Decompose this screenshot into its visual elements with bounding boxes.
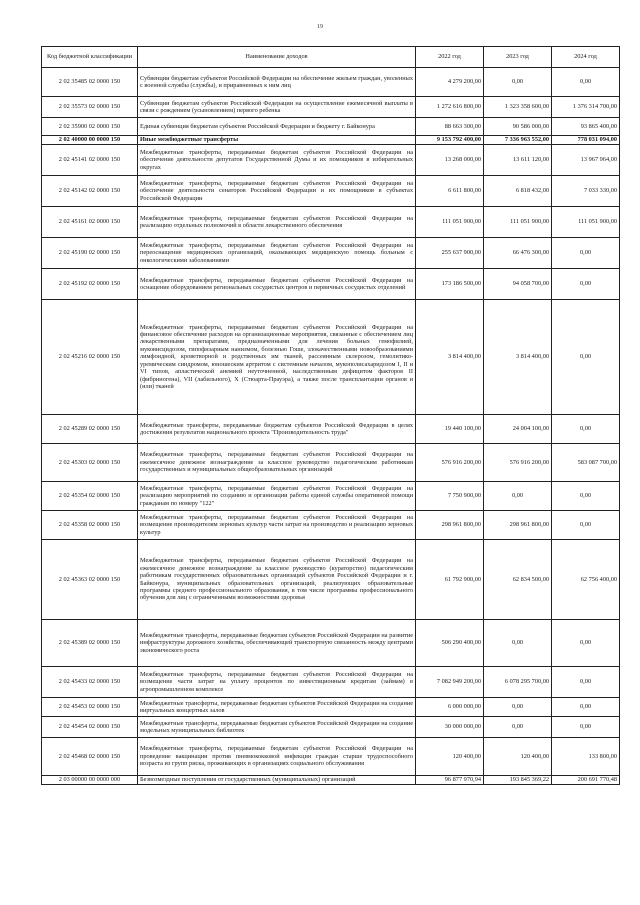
table-row: [42, 717, 620, 738]
row-value-2023: 6 078 295 700,00: [484, 667, 552, 698]
row-value-2023: 7 336 963 552,00: [484, 136, 552, 145]
row-value-2022: 6 611 800,00: [416, 176, 484, 207]
table-row: [42, 738, 620, 776]
row-name: Межбюджетные трансферты, передаваемые бюджетам субъектов Российской Федерации на реализацию отдельных полномочий в области лекарственного обеспечения: [138, 207, 416, 238]
row-code: 2 02 45363 02 0000 150: [42, 540, 138, 620]
row-name: Межбюджетные трансферты, передаваемые бюджетам субъектов Российской Федерации на обеспечение деятельности депутатов Государственной Думы и их помощников в избирательных округах: [138, 145, 416, 176]
revenue-table: [41, 46, 620, 785]
row-name: Межбюджетные трансферты, передаваемые бюджетам субъектов Российской Федерации на ежемесячное денежное вознаграждение за классное руководство педагогическим работникам государственных и муниципальных общеобразовательных организаций: [138, 444, 416, 482]
row-value-2024: 62 756 400,00: [552, 540, 620, 620]
row-value-2022: 13 268 000,00: [416, 145, 484, 176]
row-value-2022: 255 637 900,00: [416, 238, 484, 269]
row-name: Межбюджетные трансферты, передаваемые бюджетам субъектов Российской Федерации на реализацию мероприятий по созданию и организации работы единой службы оперативной помощи гражданам по номеру "122": [138, 482, 416, 511]
row-code: 2 02 45216 02 0000 150: [42, 300, 138, 415]
row-value-2023: 0,00: [484, 482, 552, 511]
row-name: Межбюджетные трансферты, передаваемые бюджетам субъектов Российской Федерации на создание виртуальных концертных залов: [138, 698, 416, 717]
row-value-2024: 7 033 330,00: [552, 176, 620, 207]
table-row: [42, 620, 620, 667]
row-code: 2 02 40000 00 0000 150: [42, 136, 138, 145]
table-row: [42, 97, 620, 118]
row-value-2024: 0,00: [552, 717, 620, 738]
row-code: 2 03 00000 00 0000 000: [42, 776, 138, 785]
row-code: 2 02 45354 02 0000 150: [42, 482, 138, 511]
table-row: [42, 145, 620, 176]
table-row: [42, 776, 620, 785]
row-name: Единая субвенция бюджетам субъектов Российской Федерации и бюджету г. Байконура: [138, 118, 416, 136]
table-row: [42, 238, 620, 269]
row-value-2023: 24 004 100,00: [484, 415, 552, 444]
row-value-2022: 6 000 000,00: [416, 698, 484, 717]
row-value-2022: 3 814 400,00: [416, 300, 484, 415]
row-value-2022: 298 961 800,00: [416, 511, 484, 540]
row-value-2022: 576 916 200,00: [416, 444, 484, 482]
row-value-2022: 7 750 900,00: [416, 482, 484, 511]
table-row: [42, 444, 620, 482]
row-code: 2 02 45358 02 0000 150: [42, 511, 138, 540]
row-value-2023: 111 051 900,00: [484, 207, 552, 238]
row-value-2023: 1 323 358 600,00: [484, 97, 552, 118]
table-row: [42, 207, 620, 238]
row-value-2024: 0,00: [552, 415, 620, 444]
table-row: [42, 415, 620, 444]
row-value-2024: 133 800,00: [552, 738, 620, 776]
table-row: [42, 300, 620, 415]
row-value-2023: 0,00: [484, 68, 552, 97]
row-code: 2 02 45433 02 0000 150: [42, 667, 138, 698]
row-value-2022: 120 400,00: [416, 738, 484, 776]
row-value-2024: 0,00: [552, 238, 620, 269]
table-row: [42, 118, 620, 136]
row-code: 2 02 45141 02 0000 150: [42, 145, 138, 176]
header-code: Код бюджетной классификации: [42, 47, 138, 68]
row-value-2022: 1 272 616 800,00: [416, 97, 484, 118]
row-name: Межбюджетные трансферты, передаваемые бюджетам субъектов Российской Федерации на финансовое обеспечение расходов на организационные мероприятия, связанные с обеспечением лиц лекарственными препаратами, предназначенными для лечения больных гемофилией, муковисцидозом, гипофизарным нанизмом, болезнью Гоше, злокачественными новообразованиями лимфоидной, кроветворной и родственных им тканей, рассеянным склерозом, гемолитико-уремическим синдромом, юношеским артритом с системным началом, мукополисахаридозом I, II и VI типов, апластической анемией неуточненной, наследственным дефицитом факторов II (фибриногена), VII (лабильного), X (Стюарта-Прауэра), а также после трансплантации органов и (или) тканей: [138, 300, 416, 415]
row-value-2022: 61 792 900,00: [416, 540, 484, 620]
row-value-2023: 0,00: [484, 717, 552, 738]
row-value-2024: 13 967 964,00: [552, 145, 620, 176]
header-2022: 2022 год: [416, 47, 484, 68]
row-code: 2 02 45454 02 0000 150: [42, 717, 138, 738]
table-row: [42, 176, 620, 207]
row-value-2023: 62 834 500,00: [484, 540, 552, 620]
row-name: Межбюджетные трансферты, передаваемые бюджетам субъектов Российской Федерации на проведение вакцинации против пневмококковой инфекции граждан старше трудоспособного возраста из групп риска, проживающих в организациях социального обслуживания: [138, 738, 416, 776]
row-value-2022: 4 279 200,00: [416, 68, 484, 97]
row-value-2023: 6 818 432,00: [484, 176, 552, 207]
row-name: Субвенции бюджетам субъектов Российской Федерации на обеспечение жильем граждан, уволенных с военной службы (службы), и приравненных к ним лиц: [138, 68, 416, 97]
row-value-2024: 778 031 094,00: [552, 136, 620, 145]
row-code: 2 02 45303 02 0000 150: [42, 444, 138, 482]
row-code: 2 02 45161 02 0000 150: [42, 207, 138, 238]
table-row: [42, 698, 620, 717]
row-name: Субвенции бюджетам субъектов Российской Федерации на осуществление ежемесячной выплаты в связи с рождением (усыновлением) первого ребенка: [138, 97, 416, 118]
row-value-2022: 111 051 900,00: [416, 207, 484, 238]
row-value-2024: 0,00: [552, 698, 620, 717]
row-code: 2 02 45190 02 0000 150: [42, 238, 138, 269]
row-code: 2 02 45468 02 0000 150: [42, 738, 138, 776]
row-value-2024: 0,00: [552, 511, 620, 540]
row-value-2023: 193 845 369,22: [484, 776, 552, 785]
row-code: 2 02 35485 02 0000 150: [42, 68, 138, 97]
row-name: Межбюджетные трансферты, передаваемые бюджетам субъектов Российской Федерации на возмещение производителям зерновых культур части затрат на производство и реализацию зерновых культур: [138, 511, 416, 540]
row-value-2024: 0,00: [552, 269, 620, 300]
row-value-2022: 9 153 792 400,00: [416, 136, 484, 145]
row-value-2023: 66 476 300,00: [484, 238, 552, 269]
row-value-2022: 7 082 949 200,00: [416, 667, 484, 698]
row-code: 2 02 35573 02 0000 150: [42, 97, 138, 118]
row-value-2023: 576 916 200,00: [484, 444, 552, 482]
table-row: [42, 482, 620, 511]
row-value-2024: 93 865 400,00: [552, 118, 620, 136]
row-name: Межбюджетные трансферты, передаваемые бюджетам субъектов Российской Федерации на возмещение части затрат на уплату процентов по инвестиционным кредитам (займам) в агропромышленном комплексе: [138, 667, 416, 698]
row-name: Межбюджетные трансферты, передаваемые бюджетам субъектов Российской Федерации на обеспечение деятельности сенаторов Российской Федерации и их помощников в субъектах Российской Федерации: [138, 176, 416, 207]
row-name: Безвозмездные поступления от государственных (муниципальных) организаций: [138, 776, 416, 785]
row-value-2023: 0,00: [484, 698, 552, 717]
table-row: [42, 667, 620, 698]
row-code: 2 02 45192 02 0000 150: [42, 269, 138, 300]
row-value-2024: 0,00: [552, 620, 620, 667]
page-number: 19: [317, 24, 323, 30]
row-value-2023: 3 814 400,00: [484, 300, 552, 415]
row-value-2024: 0,00: [552, 482, 620, 511]
row-value-2023: 13 611 120,00: [484, 145, 552, 176]
row-code: 2 02 45289 02 0000 150: [42, 415, 138, 444]
table-row: [42, 540, 620, 620]
row-code: 2 02 45453 02 0000 150: [42, 698, 138, 717]
row-value-2022: 30 000 000,00: [416, 717, 484, 738]
header-2024: 2024 год: [552, 47, 620, 68]
row-name: Межбюджетные трансферты, передаваемые бюджетам субъектов Российской Федерации на переоснащение медицинских организаций, оказывающих медицинскую помощь больным с онкологическими заболеваниями: [138, 238, 416, 269]
row-value-2022: 88 663 300,00: [416, 118, 484, 136]
header-name: Наименование доходов: [138, 47, 416, 68]
table-row: [42, 136, 620, 145]
row-value-2024: 200 691 770,48: [552, 776, 620, 785]
row-value-2024: 0,00: [552, 68, 620, 97]
row-name: Межбюджетные трансферты, передаваемые бюджетам субъектов Российской Федерации в целях достижения результатов национального проекта "Производительность труда": [138, 415, 416, 444]
row-name: Иные межбюджетные трансферты: [138, 136, 416, 145]
row-value-2024: 111 051 900,00: [552, 207, 620, 238]
row-value-2022: 506 290 400,00: [416, 620, 484, 667]
table-row: [42, 269, 620, 300]
row-value-2024: 0,00: [552, 300, 620, 415]
table-header-row: [42, 47, 620, 68]
table-row: [42, 511, 620, 540]
row-value-2024: 1 376 314 700,00: [552, 97, 620, 118]
row-value-2023: 298 961 800,00: [484, 511, 552, 540]
row-value-2022: 19 440 100,00: [416, 415, 484, 444]
row-value-2023: 120 400,00: [484, 738, 552, 776]
row-name: Межбюджетные трансферты, передаваемые бюджетам субъектов Российской Федерации на ежемесячное денежное вознаграждение за классное руководство (кураторство) педагогическим работникам государственных образовательных организаций субъектов Российской Федерации и г. Байконура, муниципальных образовательных организаций, реализующих образовательные программы среднего профессионального образования, в том числе программы профессионального обучения для лиц с ограниченными возможностями здоровья: [138, 540, 416, 620]
row-value-2024: 0,00: [552, 667, 620, 698]
row-value-2022: 173 186 500,00: [416, 269, 484, 300]
header-2023: 2023 год: [484, 47, 552, 68]
row-value-2023: 90 586 000,00: [484, 118, 552, 136]
table-body: [42, 68, 620, 785]
row-code: 2 02 45389 02 0000 150: [42, 620, 138, 667]
row-value-2023: 0,00: [484, 620, 552, 667]
row-code: 2 02 45142 02 0000 150: [42, 176, 138, 207]
row-name: Межбюджетные трансферты, передаваемые бюджетам субъектов Российской Федерации на создание модельных муниципальных библиотек: [138, 717, 416, 738]
table-row: [42, 68, 620, 97]
row-value-2024: 583 087 700,00: [552, 444, 620, 482]
row-name: Межбюджетные трансферты, передаваемые бюджетам субъектов Российской Федерации на оснащение оборудованием региональных сосудистых центров и первичных сосудистых отделений: [138, 269, 416, 300]
row-value-2023: 94 058 700,00: [484, 269, 552, 300]
row-value-2022: 96 877 970,94: [416, 776, 484, 785]
row-name: Межбюджетные трансферты, передаваемые бюджетам субъектов Российской Федерации на развитие инфраструктуры дорожного хозяйства, обеспечивающей транспортную связанность между центрами экономического роста: [138, 620, 416, 667]
row-code: 2 02 35900 02 0000 150: [42, 118, 138, 136]
